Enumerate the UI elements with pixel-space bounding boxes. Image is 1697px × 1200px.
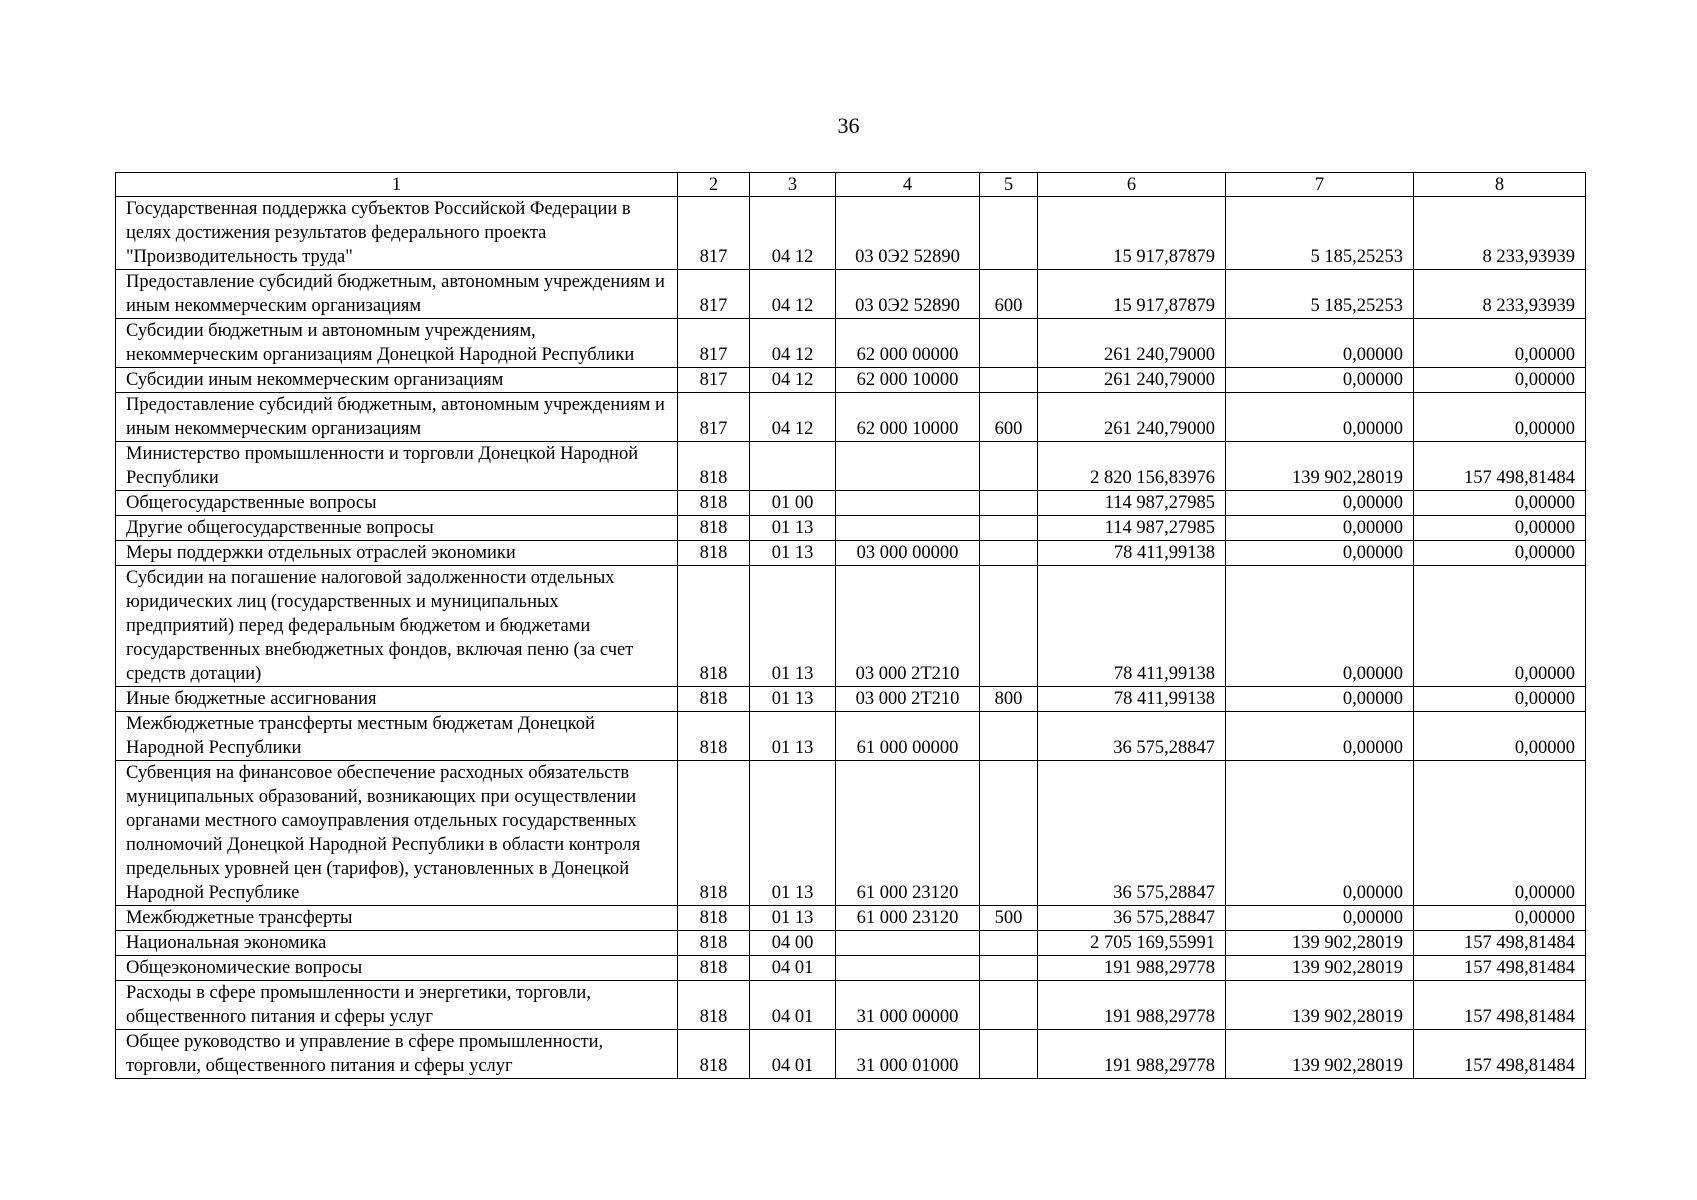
- column-header-2: 2: [678, 173, 750, 197]
- cell-amount-col7: 0,00000: [1226, 319, 1414, 368]
- cell-expense-type: [980, 712, 1038, 761]
- cell-section-code: 04 12: [750, 393, 836, 442]
- cell-name: Иные бюджетные ассигнования: [116, 687, 678, 712]
- cell-name: Субсидии бюджетным и автономным учреждениям, некоммерческим организациям Донецкой Народной Республики: [116, 319, 678, 368]
- cell-amount-col7: 0,00000: [1226, 368, 1414, 393]
- cell-amount-col6: 36 575,28847: [1038, 712, 1226, 761]
- budget-table: [115, 172, 1586, 1079]
- column-header-8: 8: [1414, 173, 1586, 197]
- cell-ministry-code: 818: [678, 931, 750, 956]
- header-row: [116, 173, 1586, 197]
- cell-amount-col6: 15 917,87879: [1038, 197, 1226, 270]
- table-row: [116, 541, 1586, 566]
- cell-name: Национальная экономика: [116, 931, 678, 956]
- cell-amount-col6: 2 820 156,83976: [1038, 442, 1226, 491]
- cell-amount-col7: 0,00000: [1226, 516, 1414, 541]
- cell-section-code: 04 01: [750, 1030, 836, 1079]
- cell-section-code: 01 13: [750, 687, 836, 712]
- cell-section-code: 01 00: [750, 491, 836, 516]
- table-row: [116, 1030, 1586, 1079]
- table-row: [116, 491, 1586, 516]
- cell-amount-col6: 78 411,99138: [1038, 687, 1226, 712]
- cell-section-code: 01 13: [750, 761, 836, 906]
- cell-amount-col8: 0,00000: [1414, 491, 1586, 516]
- cell-ministry-code: 818: [678, 541, 750, 566]
- cell-section-code: 04 00: [750, 931, 836, 956]
- cell-target-article: [836, 931, 980, 956]
- cell-amount-col8: 0,00000: [1414, 761, 1586, 906]
- cell-amount-col8: 8 233,93939: [1414, 197, 1586, 270]
- cell-amount-col8: 157 498,81484: [1414, 956, 1586, 981]
- cell-ministry-code: 818: [678, 516, 750, 541]
- cell-amount-col7: 139 902,28019: [1226, 442, 1414, 491]
- cell-section-code: 04 12: [750, 319, 836, 368]
- cell-expense-type: 500: [980, 906, 1038, 931]
- cell-name: Меры поддержки отдельных отраслей экономики: [116, 541, 678, 566]
- cell-amount-col6: 114 987,27985: [1038, 491, 1226, 516]
- cell-target-article: 03 0Э2 52890: [836, 270, 980, 319]
- cell-amount-col7: 0,00000: [1226, 761, 1414, 906]
- column-header-5: 5: [980, 173, 1038, 197]
- cell-amount-col6: 261 240,79000: [1038, 319, 1226, 368]
- cell-amount-col8: 0,00000: [1414, 906, 1586, 931]
- cell-amount-col7: 5 185,25253: [1226, 197, 1414, 270]
- cell-expense-type: [980, 541, 1038, 566]
- cell-name: Субсидии иным некоммерческим организациям: [116, 368, 678, 393]
- page-number: 36: [837, 113, 860, 138]
- cell-expense-type: [980, 442, 1038, 491]
- cell-amount-col8: 0,00000: [1414, 368, 1586, 393]
- cell-ministry-code: 817: [678, 319, 750, 368]
- cell-name: Другие общегосударственные вопросы: [116, 516, 678, 541]
- cell-amount-col8: 0,00000: [1414, 541, 1586, 566]
- cell-expense-type: [980, 956, 1038, 981]
- cell-target-article: 03 000 2Т210: [836, 687, 980, 712]
- table-row: [116, 516, 1586, 541]
- cell-section-code: 01 13: [750, 712, 836, 761]
- cell-amount-col7: 0,00000: [1226, 687, 1414, 712]
- cell-target-article: 61 000 23120: [836, 761, 980, 906]
- table-row: [116, 442, 1586, 491]
- cell-target-article: 62 000 00000: [836, 319, 980, 368]
- cell-amount-col8: 0,00000: [1414, 319, 1586, 368]
- cell-name: Предоставление субсидий бюджетным, автономным учреждениям и иным некоммерческим организациям: [116, 393, 678, 442]
- table-row: [116, 566, 1586, 687]
- cell-amount-col6: 78 411,99138: [1038, 566, 1226, 687]
- cell-name: Межбюджетные трансферты: [116, 906, 678, 931]
- cell-section-code: 04 01: [750, 981, 836, 1030]
- cell-amount-col6: 191 988,29778: [1038, 981, 1226, 1030]
- cell-amount-col6: 36 575,28847: [1038, 761, 1226, 906]
- cell-name: Расходы в сфере промышленности и энергетики, торговли, общественного питания и сферы услуг: [116, 981, 678, 1030]
- cell-name: Субсидии на погашение налоговой задолженности отдельных юридических лиц (государственных и муниципальных предприятий) перед федеральным бюджетом и бюджетами государственных внебюджетных фондов, включая пеню (за счет средств дотации): [116, 566, 678, 687]
- cell-target-article: 61 000 00000: [836, 712, 980, 761]
- cell-ministry-code: 817: [678, 197, 750, 270]
- cell-amount-col8: 0,00000: [1414, 687, 1586, 712]
- cell-amount-col6: 261 240,79000: [1038, 368, 1226, 393]
- cell-amount-col8: 8 233,93939: [1414, 270, 1586, 319]
- cell-ministry-code: 818: [678, 442, 750, 491]
- cell-expense-type: 600: [980, 270, 1038, 319]
- cell-amount-col7: 5 185,25253: [1226, 270, 1414, 319]
- cell-amount-col8: 157 498,81484: [1414, 981, 1586, 1030]
- cell-ministry-code: 817: [678, 270, 750, 319]
- cell-name: Межбюджетные трансферты местным бюджетам Донецкой Народной Республики: [116, 712, 678, 761]
- table-row: [116, 368, 1586, 393]
- cell-section-code: 04 12: [750, 270, 836, 319]
- cell-name: Государственная поддержка субъектов Российской Федерации в целях достижения результатов федерального проекта "Производительность труда": [116, 197, 678, 270]
- cell-section-code: 04 01: [750, 956, 836, 981]
- cell-target-article: 03 000 2Т210: [836, 566, 980, 687]
- cell-target-article: 62 000 10000: [836, 368, 980, 393]
- cell-amount-col8: 0,00000: [1414, 516, 1586, 541]
- cell-ministry-code: 818: [678, 761, 750, 906]
- cell-section-code: [750, 442, 836, 491]
- cell-target-article: [836, 491, 980, 516]
- cell-amount-col8: 157 498,81484: [1414, 1030, 1586, 1079]
- column-header-4: 4: [836, 173, 980, 197]
- cell-expense-type: [980, 1030, 1038, 1079]
- cell-name: Предоставление субсидий бюджетным, автономным учреждениям и иным некоммерческим организациям: [116, 270, 678, 319]
- cell-target-article: 03 0Э2 52890: [836, 197, 980, 270]
- table-row: [116, 981, 1586, 1030]
- cell-ministry-code: 818: [678, 981, 750, 1030]
- cell-ministry-code: 818: [678, 1030, 750, 1079]
- table-row: [116, 956, 1586, 981]
- cell-section-code: 01 13: [750, 906, 836, 931]
- cell-expense-type: [980, 368, 1038, 393]
- cell-amount-col8: 157 498,81484: [1414, 931, 1586, 956]
- cell-ministry-code: 818: [678, 491, 750, 516]
- cell-expense-type: [980, 566, 1038, 687]
- column-header-7: 7: [1226, 173, 1414, 197]
- cell-section-code: 04 12: [750, 368, 836, 393]
- cell-amount-col7: 0,00000: [1226, 393, 1414, 442]
- column-header-1: 1: [116, 173, 678, 197]
- cell-amount-col6: 36 575,28847: [1038, 906, 1226, 931]
- cell-expense-type: [980, 516, 1038, 541]
- cell-expense-type: [980, 761, 1038, 906]
- cell-target-article: 03 000 00000: [836, 541, 980, 566]
- cell-amount-col7: 139 902,28019: [1226, 981, 1414, 1030]
- table-row: [116, 393, 1586, 442]
- cell-name: Общегосударственные вопросы: [116, 491, 678, 516]
- cell-ministry-code: 818: [678, 566, 750, 687]
- cell-amount-col6: 191 988,29778: [1038, 956, 1226, 981]
- cell-target-article: 61 000 23120: [836, 906, 980, 931]
- table-row: [116, 931, 1586, 956]
- cell-name: Министерство промышленности и торговли Донецкой Народной Республики: [116, 442, 678, 491]
- cell-amount-col7: 0,00000: [1226, 906, 1414, 931]
- table-row: [116, 712, 1586, 761]
- cell-ministry-code: 817: [678, 368, 750, 393]
- cell-amount-col6: 191 988,29778: [1038, 1030, 1226, 1079]
- column-header-3: 3: [750, 173, 836, 197]
- cell-amount-col6: 261 240,79000: [1038, 393, 1226, 442]
- table-row: [116, 761, 1586, 906]
- table-body: [116, 197, 1586, 1079]
- cell-amount-col7: 0,00000: [1226, 541, 1414, 566]
- cell-expense-type: [980, 197, 1038, 270]
- cell-amount-col8: 0,00000: [1414, 712, 1586, 761]
- column-header-6: 6: [1038, 173, 1226, 197]
- cell-section-code: 01 13: [750, 541, 836, 566]
- cell-amount-col7: 139 902,28019: [1226, 931, 1414, 956]
- cell-amount-col7: 139 902,28019: [1226, 956, 1414, 981]
- cell-expense-type: [980, 931, 1038, 956]
- cell-section-code: 01 13: [750, 566, 836, 687]
- cell-amount-col6: 15 917,87879: [1038, 270, 1226, 319]
- cell-target-article: 62 000 10000: [836, 393, 980, 442]
- cell-ministry-code: 817: [678, 393, 750, 442]
- table-row: [116, 319, 1586, 368]
- cell-amount-col7: 139 902,28019: [1226, 1030, 1414, 1079]
- cell-expense-type: [980, 981, 1038, 1030]
- table-header: [116, 173, 1586, 197]
- cell-expense-type: [980, 491, 1038, 516]
- cell-amount-col8: 157 498,81484: [1414, 442, 1586, 491]
- cell-amount-col7: 0,00000: [1226, 566, 1414, 687]
- cell-section-code: 04 12: [750, 197, 836, 270]
- table-row: [116, 270, 1586, 319]
- cell-ministry-code: 818: [678, 956, 750, 981]
- cell-amount-col6: 114 987,27985: [1038, 516, 1226, 541]
- cell-amount-col8: 0,00000: [1414, 393, 1586, 442]
- cell-ministry-code: 818: [678, 712, 750, 761]
- table-row: [116, 906, 1586, 931]
- cell-amount-col7: 0,00000: [1226, 491, 1414, 516]
- cell-name: Общеэкономические вопросы: [116, 956, 678, 981]
- cell-ministry-code: 818: [678, 687, 750, 712]
- cell-target-article: [836, 516, 980, 541]
- cell-target-article: [836, 442, 980, 491]
- cell-name: Субвенция на финансовое обеспечение расходных обязательств муниципальных образований, возникающих при осуществлении органами местного самоуправления отдельных государственных полномочий Донецкой Народной Республики в области контроля предельных уровней цен (тарифов), установленных в Донецкой Народной Республике: [116, 761, 678, 906]
- cell-amount-col6: 2 705 169,55991: [1038, 931, 1226, 956]
- cell-target-article: 31 000 01000: [836, 1030, 980, 1079]
- cell-amount-col6: 78 411,99138: [1038, 541, 1226, 566]
- table-row: [116, 197, 1586, 270]
- cell-expense-type: 600: [980, 393, 1038, 442]
- cell-target-article: 31 000 00000: [836, 981, 980, 1030]
- cell-ministry-code: 818: [678, 906, 750, 931]
- table-row: [116, 687, 1586, 712]
- cell-target-article: [836, 956, 980, 981]
- cell-amount-col7: 0,00000: [1226, 712, 1414, 761]
- cell-name: Общее руководство и управление в сфере промышленности, торговли, общественного питания и сферы услуг: [116, 1030, 678, 1079]
- cell-expense-type: [980, 319, 1038, 368]
- cell-section-code: 01 13: [750, 516, 836, 541]
- cell-amount-col8: 0,00000: [1414, 566, 1586, 687]
- cell-expense-type: 800: [980, 687, 1038, 712]
